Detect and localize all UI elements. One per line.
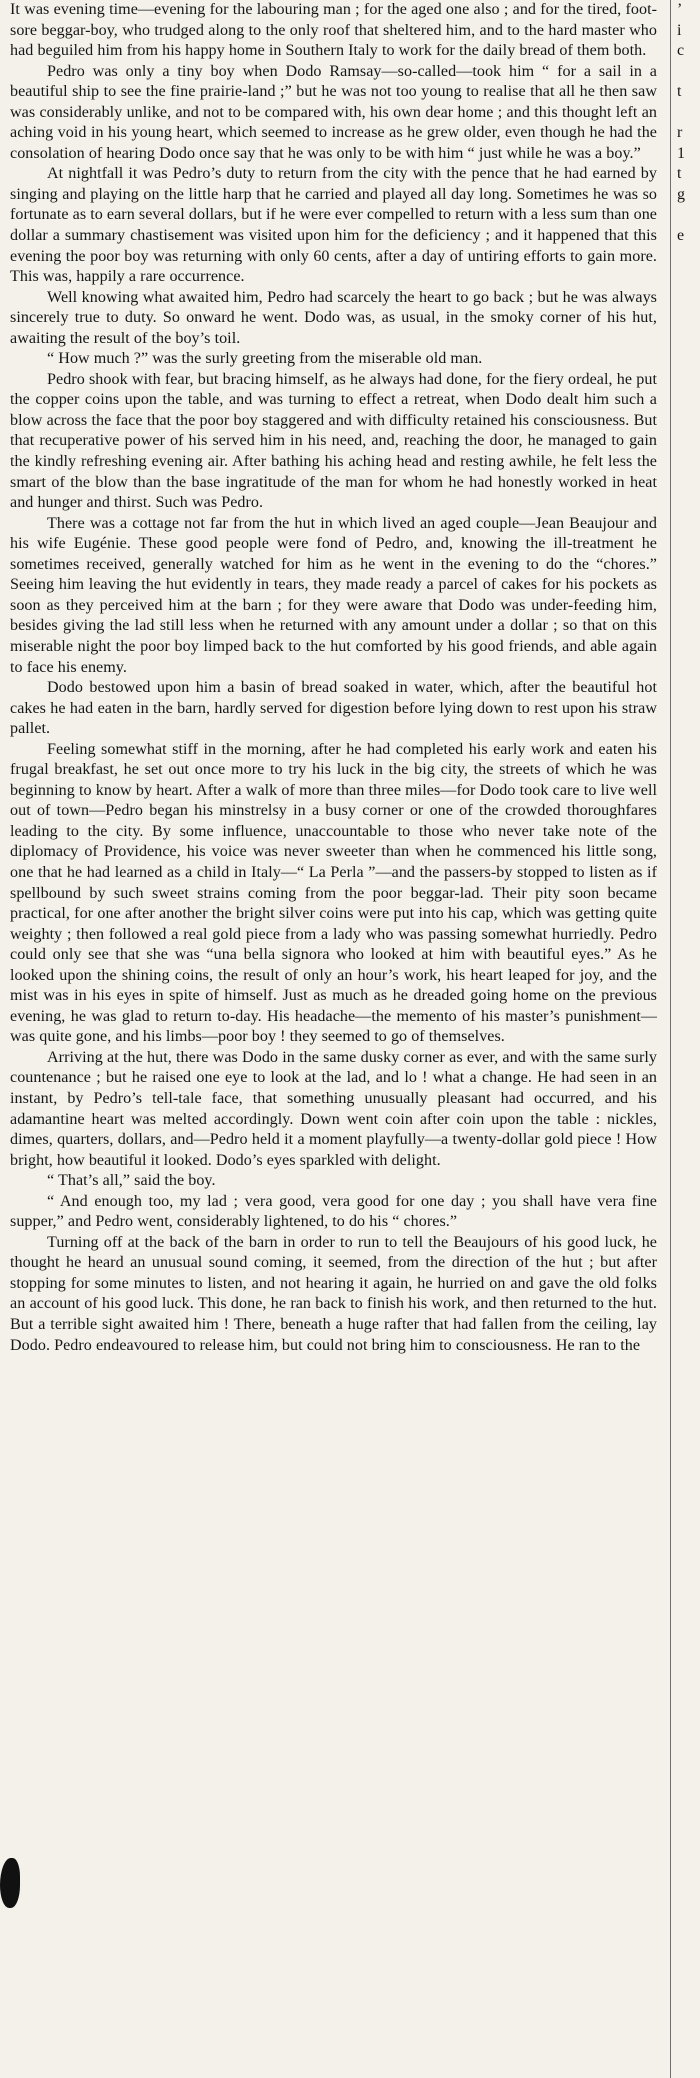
- adjacent-fragment: [677, 595, 700, 616]
- adjacent-fragment: [677, 2009, 700, 2030]
- adjacent-fragment: [677, 1435, 700, 1456]
- paragraph-4: Well knowing what awaited him, Pedro had scarcely the heart to go back ; but he was always sincerely true to duty. So onward he went. Dodo was, as usual, in the smoky corner of his hut, awaiting the result of the boy’s toil.: [10, 288, 657, 347]
- adjacent-fragment: [677, 1128, 700, 1149]
- adjacent-fragment: [677, 1825, 700, 1846]
- adjacent-fragment: [677, 205, 700, 226]
- adjacent-fragment: [677, 1640, 700, 1661]
- adjacent-fragment: [677, 1251, 700, 1272]
- adjacent-fragment: [677, 656, 700, 677]
- adjacent-fragment: [677, 1066, 700, 1087]
- adjacent-fragment: [677, 1599, 700, 1620]
- adjacent-fragment: [677, 1046, 700, 1067]
- adjacent-fragment: [677, 1558, 700, 1579]
- adjacent-fragment: [677, 369, 700, 390]
- adjacent-fragment: [677, 1681, 700, 1702]
- adjacent-fragment: [677, 246, 700, 267]
- adjacent-fragment: [677, 923, 700, 944]
- adjacent-fragment: [677, 1968, 700, 1989]
- adjacent-fragment: [677, 1374, 700, 1395]
- paragraph-7: There was a cottage not far from the hut in which lived an aged couple—Jean Beaujour and his wife Eugénie. These good people were fond of Pedro, and, knowing the ill-treatment he sometimes received, generally watched for him as he went in the evening to do the “chores.” Seeing him leaving the hut evidently in tears, they made ready a parcel of cakes for his pockets as soon as they perceived him at the barn ; for they were aware that Dodo was under-feeding him, besides giving the lad still less when he returned with any amount under a dollar ; so that on this miserable night the poor boy limped back to the hut comforted by his good friends, and able again to face his enemy.: [10, 514, 657, 676]
- adjacent-fragment: [677, 841, 700, 862]
- paragraph-12: “ And enough too, my lad ; vera good, vera good for one day ; you shall have vera fine supper,” and Pedro went, considerably lightened, to do his “ chores.”: [10, 1192, 657, 1231]
- adjacent-fragment: [677, 677, 700, 698]
- adjacent-fragment: [677, 390, 700, 411]
- paragraph-5: “ How much ?” was the surly greeting from the miserable old man.: [47, 350, 483, 368]
- adjacent-fragment: [677, 800, 700, 821]
- adjacent-fragment: [677, 1927, 700, 1948]
- adjacent-fragment: [677, 451, 700, 472]
- adjacent-fragment: [677, 1005, 700, 1026]
- paragraph-9: Feeling somewhat stiff in the morning, after he had completed his early work and eaten his frugal breakfast, he set out once more to try his luck in the big city, the streets of which he was beginning to know by heart. After a walk of more than three miles—for Dodo took care to live well out of town—Pedro began his minstrelsy in a busy corner or one of the crowded thoroughfares leading to the city. By some influence, unaccountable to those who never take note of the diplomacy of Providence, his voice was never sweeter than when he commenced his little song, one that he had learned as a child in Italy—“ La Perla ”—and the passers-by stopped to listen as if spellbound by such sweet strains coming from the poor beggar-lad. Their pity soon became practical, for one after another the bright silver coins were put into his cap, which was getting quite weighty ; then followed a real gold piece from a lady who was passing somewhat hurriedly. Pedro could only see that she was “una bella signora who looked at him with beautiful eyes.” As he looked upon the shining coins, the result of only an hour’s work, his heart leaped for joy, and the mist was in his eyes in spite of himself. Just as much as he dreaded going home on the previous evening, he was glad to return to-day. His headache—the memento of his master’s punishment—was quite gone, and his limbs—poor boy ! they seemed to go of themselves.: [10, 740, 657, 1046]
- adjacent-fragment: [677, 533, 700, 554]
- adjacent-fragment: [677, 882, 700, 903]
- adjacent-fragment: g: [677, 185, 685, 203]
- paragraph-11: “ That’s all,” said the boy.: [47, 1172, 216, 1190]
- adjacent-fragment: [677, 615, 700, 636]
- adjacent-fragment: [677, 1476, 700, 1497]
- adjacent-fragment: [677, 1292, 700, 1313]
- adjacent-fragment: [677, 1169, 700, 1190]
- adjacent-fragment: ’: [677, 1, 683, 18]
- adjacent-fragment: [677, 779, 700, 800]
- paragraph-13: Turning off at the back of the barn in order to run to tell the Beaujours of his good luck, he thought he heard an unusual sound coming, it seemed, from the direction of the hut ; but after stopping for some minutes to listen, and not hearing it again, he hurried on and gave the old folks an account of his good luck. This done, he ran back to finish his work, and then returned to the hut. But a terrible sight awaited him ! There, beneath a huge rafter that had fallen from the ceiling, lay Dodo. Pedro endeavoured to release him, but could not bring him to consciousness. He ran to the: [10, 1233, 657, 1354]
- adjacent-fragment: [677, 718, 700, 739]
- adjacent-fragment: 1: [677, 144, 685, 162]
- adjacent-fragment: [677, 1579, 700, 1600]
- adjacent-fragment: [677, 1210, 700, 1231]
- adjacent-fragment: [677, 1804, 700, 1825]
- paragraph-2: Pedro was only a tiny boy when Dodo Ramsay—so-called—took him “ for a sail in a beautiful ship to see the fine prairie-land ;” but he was not too young to realise that all he then saw was considerably unlike, and not to be compared with, his own dear home ; and this thought left an aching void in his young heart, which seemed to increase as he grew older, even though he had the consolation of hearing Dodo once say that he was only to be with him “ just while he was a boy.”: [10, 62, 657, 162]
- adjacent-fragment: [677, 1148, 700, 1169]
- adjacent-fragment: [677, 554, 700, 575]
- adjacent-fragment: [677, 349, 700, 370]
- adjacent-fragment: [677, 820, 700, 841]
- adjacent-fragment: i: [677, 21, 682, 39]
- adjacent-fragment: [677, 1702, 700, 1723]
- paragraph-3: At nightfall it was Pedro’s duty to return from the city with the pence that he had earned by singing and playing on the little harp that he carried and played all day long. Sometimes he was so fortunate as to earn several dollars, but if he were ever compelled to return with a less sum than one dollar a summary chastisement was visited upon him for the deficiency ; and it happened that this evening the poor boy was returning with only 60 cents, after a day of untiring efforts to gain more. This was, happily a rare occurrence.: [10, 165, 657, 286]
- adjacent-fragment: [677, 1394, 700, 1415]
- adjacent-fragment: [677, 513, 700, 534]
- adjacent-fragment: [677, 1743, 700, 1764]
- adjacent-fragment: [677, 1989, 700, 2010]
- column-rule: [670, 0, 671, 2078]
- adjacent-fragment: [677, 943, 700, 964]
- adjacent-fragment: [677, 1845, 700, 1866]
- adjacent-column-fragment: [677, 0, 700, 2078]
- adjacent-fragment: [677, 472, 700, 493]
- adjacent-fragment: [677, 308, 700, 329]
- adjacent-fragment: [677, 2030, 700, 2051]
- adjacent-fragment: [677, 1538, 700, 1559]
- adjacent-fragment: [677, 103, 700, 124]
- adjacent-fragment: [677, 574, 700, 595]
- adjacent-fragment: [677, 1271, 700, 1292]
- adjacent-fragment: [677, 1415, 700, 1436]
- adjacent-fragment: [677, 697, 700, 718]
- paragraph-1: It was evening time—evening for the labouring man ; for the aged one also ; and for the tired, foot-sore beggar-boy, who trudged along to the only roof that sheltered him, and to the hard master who had beguiled him from his happy home in Southern Italy to work for the daily bread of them both.: [10, 1, 657, 60]
- adjacent-fragment: [677, 1353, 700, 1374]
- adjacent-fragment: [677, 62, 700, 83]
- adjacent-fragment: [677, 902, 700, 923]
- adjacent-fragment: [677, 759, 700, 780]
- adjacent-fragment: [677, 287, 700, 308]
- adjacent-fragment: [677, 492, 700, 513]
- adjacent-fragment: t: [677, 83, 682, 100]
- adjacent-fragment: [677, 1722, 700, 1743]
- adjacent-fragment: [677, 964, 700, 985]
- adjacent-fragment: [677, 1907, 700, 1928]
- adjacent-fragment: t: [677, 165, 682, 182]
- adjacent-fragment: [677, 1025, 700, 1046]
- adjacent-fragment: [677, 267, 700, 288]
- adjacent-fragment: [677, 1087, 700, 1108]
- adjacent-fragment: [677, 431, 700, 452]
- adjacent-fragment: [677, 1497, 700, 1518]
- adjacent-fragment: e: [677, 226, 685, 244]
- adjacent-fragment: [677, 328, 700, 349]
- adjacent-fragment: [677, 1312, 700, 1333]
- adjacent-fragment: [677, 738, 700, 759]
- adjacent-fragment: [677, 410, 700, 431]
- adjacent-fragment: [677, 1456, 700, 1477]
- adjacent-fragment: c: [677, 42, 685, 59]
- adjacent-fragment: [677, 1784, 700, 1805]
- adjacent-fragment: [677, 1886, 700, 1907]
- adjacent-fragment: r: [677, 124, 683, 141]
- story-column: [10, 0, 657, 1356]
- adjacent-fragment: [677, 984, 700, 1005]
- adjacent-fragment: [677, 1107, 700, 1128]
- paragraph-8: Dodo bestowed upon him a basin of bread soaked in water, which, after the beautiful hot cakes he had eaten in the barn, hardly served for digestion before lying down to rest upon his straw pallet.: [10, 679, 657, 738]
- adjacent-fragment: [677, 1948, 700, 1969]
- adjacent-fragment: [677, 1517, 700, 1538]
- paragraph-10: Arriving at the hut, there was Dodo in the same dusky corner as ever, and with the same surly countenance ; but he raised one eye to look at the lad, and lo ! what a change. He had seen in an instant, by Pedro’s tell-tale face, that something unusually pleasant had occurred, and his adamantine heart was melted accordingly. Down went coin after coin upon the table : nickles, dimes, quarters, dollars, and—Pedro held it a moment playfully—a twenty-dollar gold piece ! How bright, how beautiful it looked. Dodo’s eyes sparkled with delight.: [10, 1048, 657, 1169]
- adjacent-fragment: [677, 1333, 700, 1354]
- adjacent-fragment: [677, 1189, 700, 1210]
- adjacent-fragment: [677, 861, 700, 882]
- adjacent-fragment: [677, 2050, 700, 2071]
- ink-blot-mark: [0, 1858, 20, 1908]
- adjacent-fragment: [677, 1661, 700, 1682]
- adjacent-fragment: [677, 1230, 700, 1251]
- adjacent-fragment: [677, 1620, 700, 1641]
- adjacent-fragment: [677, 1866, 700, 1887]
- paragraph-6: Pedro shook with fear, but bracing himself, as he always had done, for the fiery ordeal, he put the copper coins upon the table, and was turning to effect a retreat, when Dodo dealt him such a blow across the face that the poor boy staggered and with difficulty retained his consciousness. But that recuperative power of his served him in his need, and, reaching the door, he managed to gain the kindly refreshing evening air. After bathing his aching head and resting awhile, he felt less the smart of the blow than the base ingratitude of the man for whom he had honestly worked in heat and hunger and thirst. Such was Pedro.: [10, 370, 657, 512]
- adjacent-fragment: [677, 636, 700, 657]
- adjacent-fragment: [677, 1763, 700, 1784]
